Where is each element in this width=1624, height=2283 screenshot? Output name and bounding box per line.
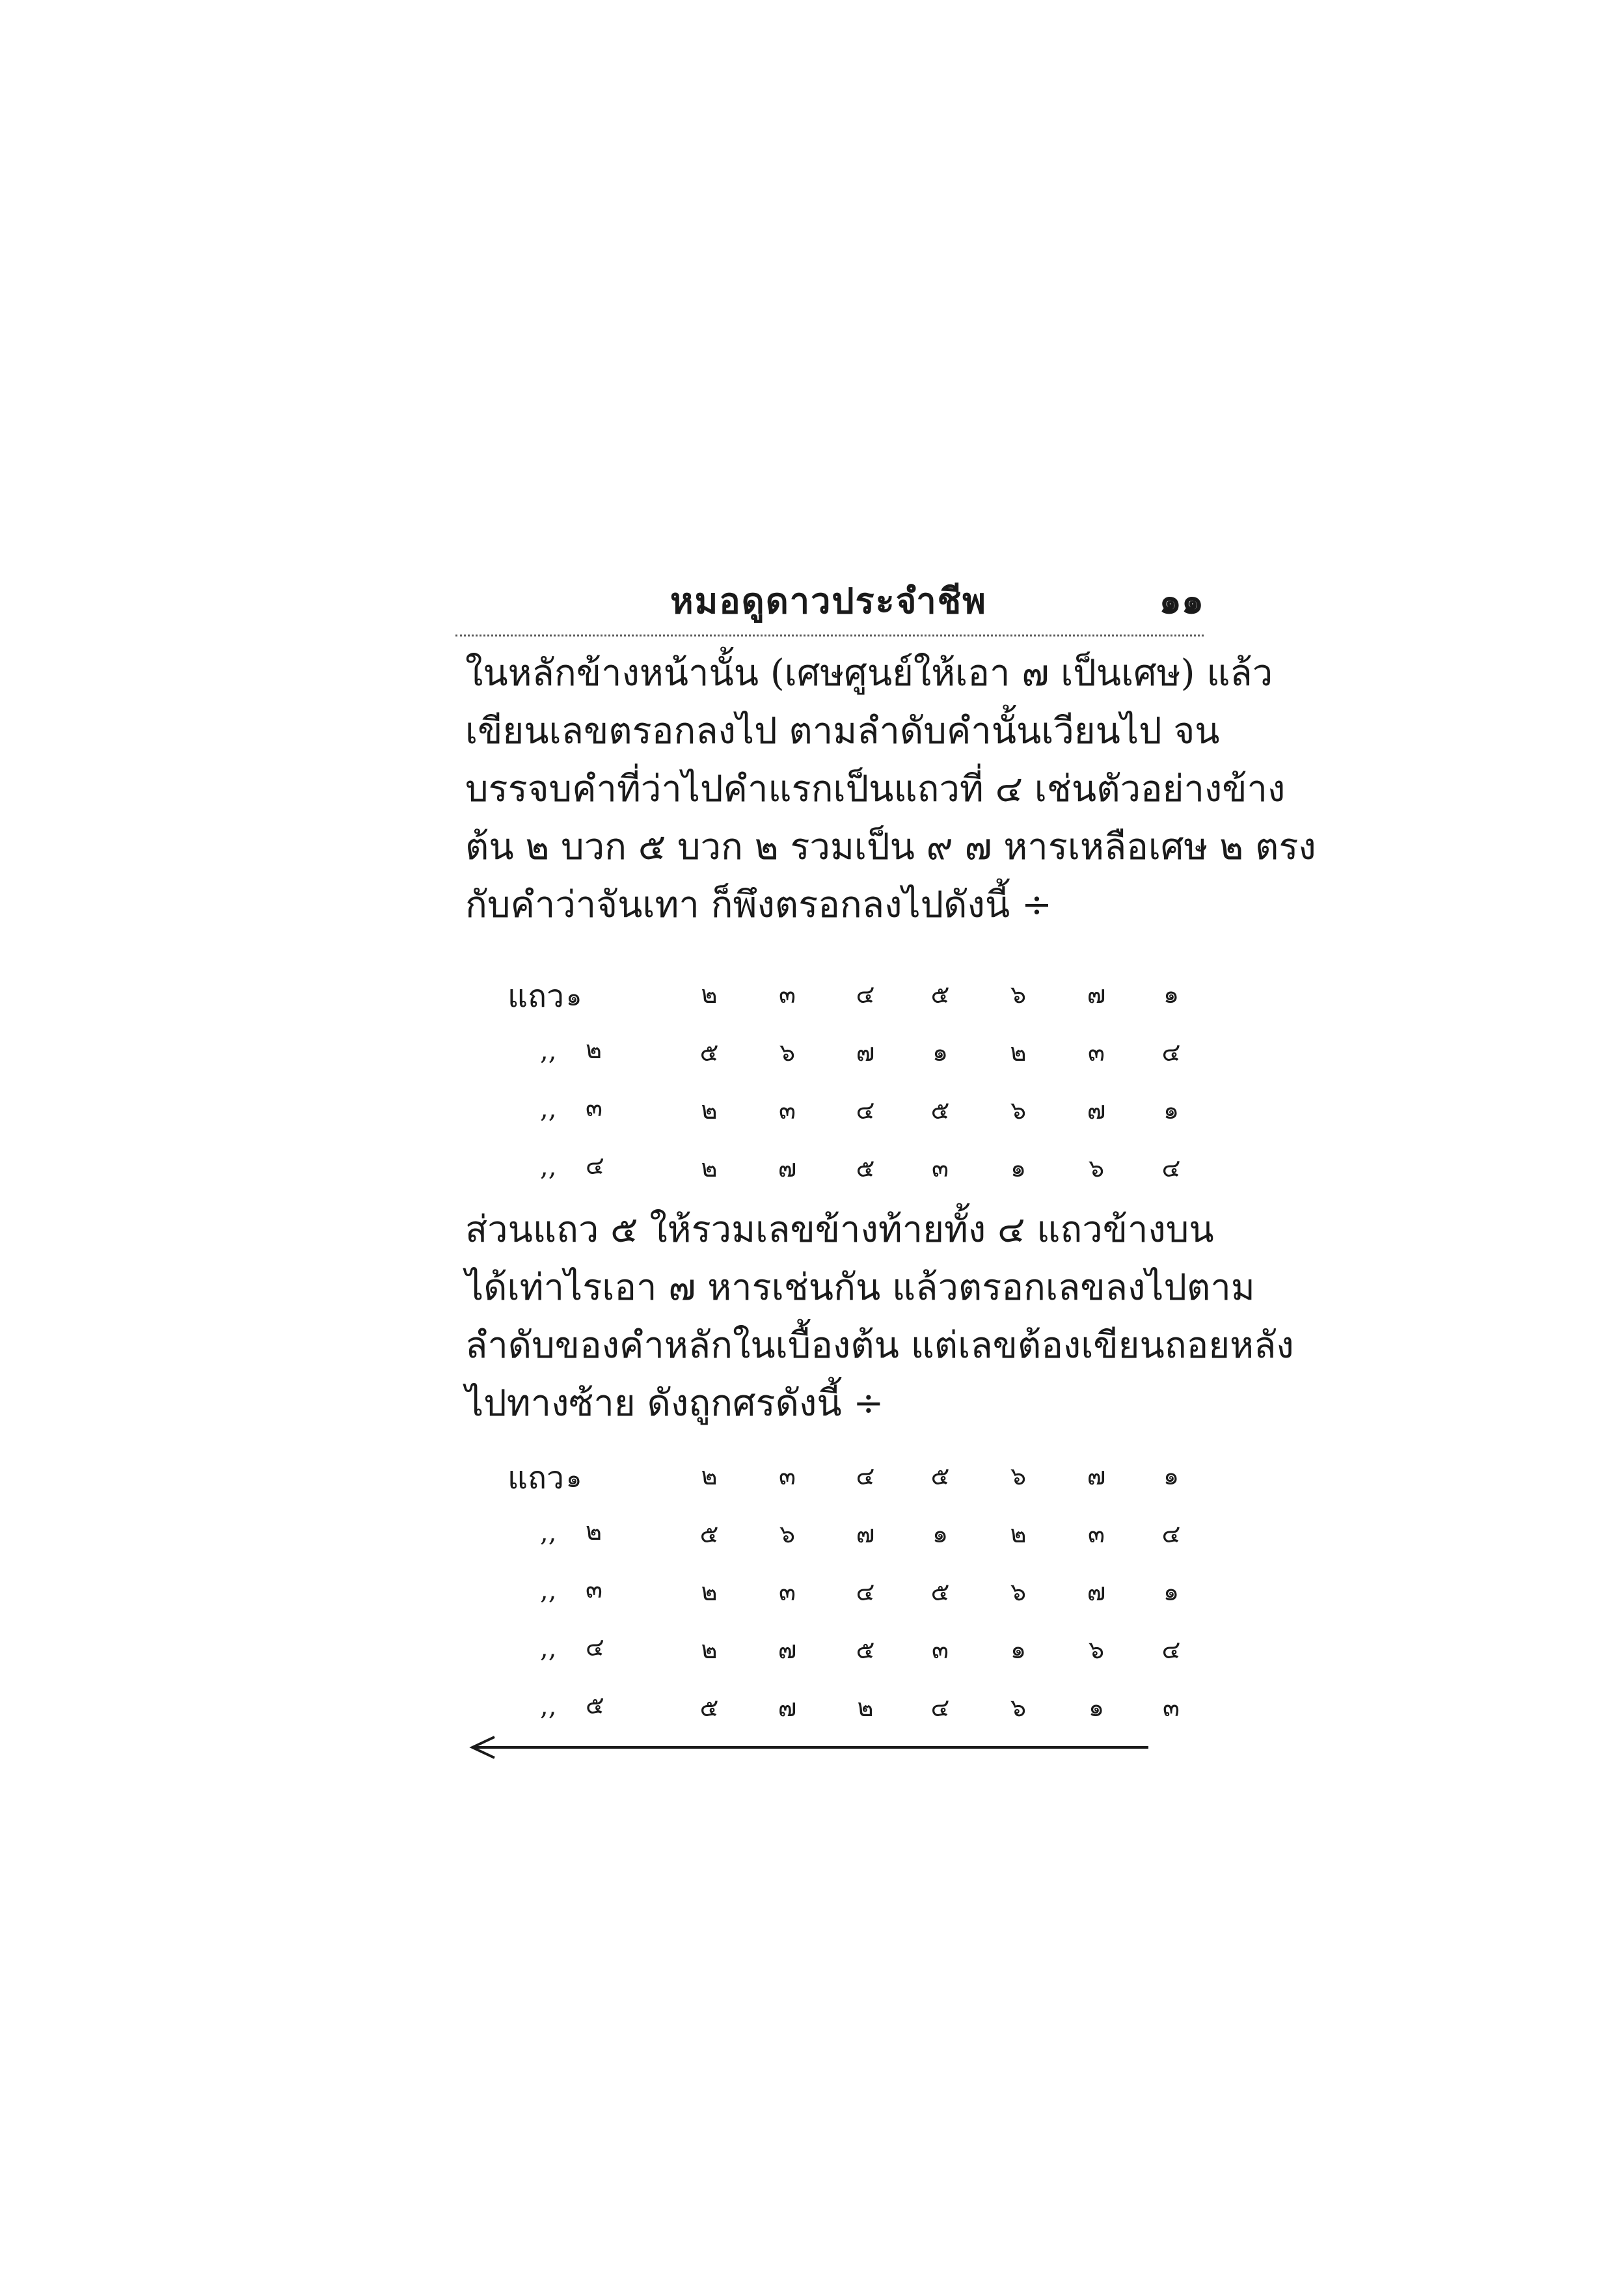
table-cell: ๑	[1163, 980, 1180, 1009]
table-cell: ๔	[1161, 1154, 1181, 1183]
number-table-2	[508, 1442, 1210, 1731]
table-cell: ๔	[856, 1578, 875, 1606]
table-cell: ๕	[930, 980, 950, 1009]
ditto-mark: ,,	[540, 1094, 557, 1124]
paragraph-line: ไปทางซ้าย ดังถูกศรดังนี้ ÷	[465, 1382, 884, 1425]
row-word: แถว	[508, 978, 564, 1015]
ditto-mark: ,,	[540, 1576, 557, 1606]
table-cell: ๒	[701, 1578, 718, 1606]
table-cell: ๒	[701, 1096, 718, 1125]
table-row	[508, 1499, 1210, 1557]
table-cell: ๒	[1010, 1038, 1027, 1067]
table-cell: ๑	[932, 1520, 949, 1548]
left-arrow-icon	[468, 1734, 1148, 1760]
table-cell: ๑	[932, 1038, 949, 1067]
table-cell: ๓	[1088, 1038, 1105, 1067]
table-cell: ๖	[779, 1520, 796, 1548]
row-number: ๕	[586, 1691, 604, 1719]
table-row	[508, 1615, 1210, 1673]
number-table-1	[508, 960, 1210, 1192]
table-cell: ๕	[699, 1693, 719, 1722]
table-cell: ๒	[1010, 1520, 1027, 1548]
table-cell: ๑	[1163, 1096, 1180, 1125]
table-cell: ๕	[856, 1635, 875, 1664]
table-cell: ๔	[1161, 1520, 1181, 1548]
table-cell: ๓	[779, 1462, 796, 1490]
table-cell: ๒	[701, 980, 718, 1009]
ditto-mark: ,,	[540, 1518, 557, 1548]
row-number: ๔	[586, 1151, 604, 1180]
table-cell: ๗	[856, 1038, 875, 1067]
row-number: ๑	[566, 1464, 582, 1493]
table-row	[508, 1673, 1210, 1731]
table-cell: ๗	[1087, 1578, 1106, 1606]
table-cell: ๑	[1010, 1635, 1027, 1664]
table-cell: ๑	[1163, 1462, 1180, 1490]
table-cell: ๒	[701, 1154, 718, 1183]
table-row	[508, 1018, 1210, 1076]
paragraph-line: ต้น ๒ บวก ๕ บวก ๒ รวมเป็น ๙ ๗ หารเหลือเศษ ๒ ตรง	[465, 826, 1316, 868]
table-cell: ๕	[930, 1462, 950, 1490]
table-cell: ๕	[699, 1038, 719, 1067]
table-cell: ๗	[1087, 1096, 1106, 1125]
table-cell: ๖	[1010, 1096, 1027, 1125]
paragraph-line: กับคำว่าจันเทา ก็พึงตรอกลงไปดังนี้ ÷	[465, 884, 1052, 926]
row-label	[508, 1453, 582, 1503]
table-cell: ๓	[932, 1154, 949, 1183]
table-row	[508, 1557, 1210, 1615]
table-cell: ๕	[856, 1154, 875, 1183]
table-cell: ๗	[778, 1693, 797, 1722]
paragraph-line: เขียนเลขตรอกลงไป ตามลำดับคำนั้นเวียนไป จน	[465, 710, 1220, 752]
table-cell: ๗	[778, 1154, 797, 1183]
row-number: ๓	[586, 1575, 602, 1604]
table-cell: ๕	[930, 1096, 950, 1125]
table-row	[508, 1442, 1210, 1499]
table-cell: ๖	[1010, 1578, 1027, 1606]
table-row	[508, 1134, 1210, 1192]
table-cell: ๓	[1163, 1693, 1180, 1722]
table-cell: ๕	[699, 1520, 719, 1548]
table-cell: ๔	[1161, 1635, 1181, 1664]
paragraph-line: ในหลักข้างหน้านั้น (เศษศูนย์ให้เอา ๗ เป็นเศษ) แล้ว	[465, 652, 1273, 694]
table-cell: ๔	[1161, 1038, 1181, 1067]
table-cell: ๖	[1088, 1635, 1105, 1664]
table-cell: ๖	[1088, 1154, 1105, 1183]
row-word: แถว	[508, 1460, 564, 1496]
row-label	[508, 972, 582, 1021]
row-number: ๓	[586, 1093, 602, 1122]
table-cell: ๓	[779, 980, 796, 1009]
table-cell: ๑	[1088, 1693, 1105, 1722]
page-number: ๑๑	[1159, 580, 1204, 622]
header-divider	[455, 635, 1204, 636]
table-cell: ๖	[779, 1038, 796, 1067]
table-cell: ๗	[856, 1520, 875, 1548]
ditto-mark: ,,	[540, 1152, 557, 1182]
table-cell: ๕	[930, 1578, 950, 1606]
table-cell: ๔	[930, 1693, 950, 1722]
page-header	[455, 573, 1204, 631]
table-cell: ๑	[1010, 1154, 1027, 1183]
table-row	[508, 1076, 1210, 1134]
table-cell: ๗	[778, 1635, 797, 1664]
table-cell: ๒	[701, 1462, 718, 1490]
table-cell: ๒	[857, 1693, 874, 1722]
row-number: ๒	[586, 1035, 602, 1064]
row-number: ๑	[566, 983, 582, 1011]
paragraph-line: ส่วนแถว ๕ ให้รวมเลขข้างท้ายทั้ง ๔ แถวข้างบน	[465, 1209, 1214, 1251]
table-cell: ๔	[856, 1462, 875, 1490]
paragraph-line: ลำดับของคำหลักในเบื้องต้น แต่เลขต้องเขียนถอยหลัง	[465, 1324, 1294, 1367]
ditto-mark: ,,	[540, 1036, 557, 1066]
page-title: หมอดูดาวประจำชีพ	[670, 580, 987, 622]
table-cell: ๖	[1010, 980, 1027, 1009]
table-cell: ๓	[779, 1096, 796, 1125]
row-number: ๒	[586, 1517, 602, 1546]
table-row	[508, 960, 1210, 1018]
paragraph-2	[465, 1201, 1294, 1432]
row-number: ๔	[586, 1633, 604, 1661]
paragraph-line: บรรจบคำที่ว่าไปคำแรกเป็นแถวที่ ๔ เช่นตัวอย่างข้าง	[465, 768, 1286, 810]
table-cell: ๔	[856, 980, 875, 1009]
ditto-mark: ,,	[540, 1691, 557, 1721]
table-cell: ๑	[1163, 1578, 1180, 1606]
table-cell: ๓	[1088, 1520, 1105, 1548]
table-cell: ๗	[1087, 1462, 1106, 1490]
table-cell: ๒	[701, 1635, 718, 1664]
table-cell: ๔	[856, 1096, 875, 1125]
table-cell: ๖	[1010, 1693, 1027, 1722]
paragraph-1	[465, 644, 1316, 934]
ditto-mark: ,,	[540, 1634, 557, 1663]
table-cell: ๖	[1010, 1462, 1027, 1490]
table-cell: ๗	[1087, 980, 1106, 1009]
paragraph-line: ได้เท่าไรเอา ๗ หารเช่นกัน แล้วตรอกเลขลงไปตาม	[465, 1266, 1255, 1309]
table-cell: ๓	[779, 1578, 796, 1606]
table-cell: ๓	[932, 1635, 949, 1664]
